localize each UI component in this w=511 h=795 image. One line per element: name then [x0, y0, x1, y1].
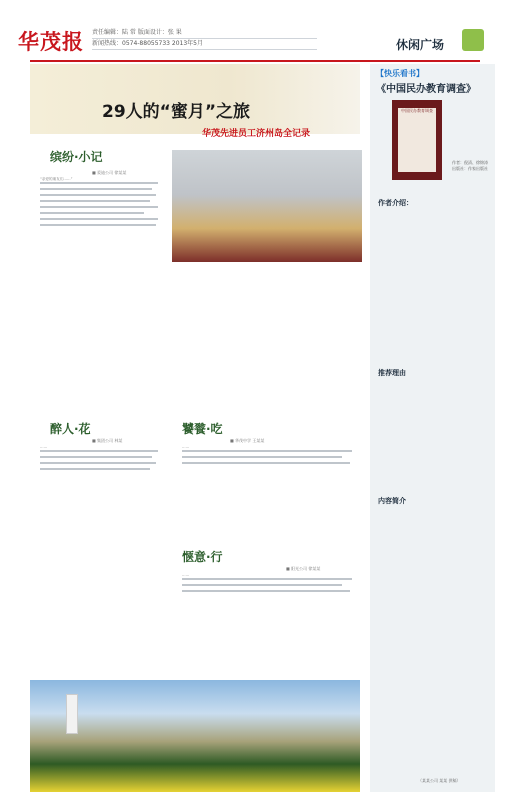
text-line	[182, 578, 352, 580]
text-line	[40, 194, 156, 196]
content-intro-head: 内容简介	[378, 497, 406, 505]
masthead-editor-line: 责任编辑：陆 常 版面设计：张 果	[92, 28, 317, 39]
hero-subtitle: 华茂先进员工济州岛全记录	[202, 129, 311, 139]
text-line	[182, 456, 342, 458]
article-body-3	[182, 444, 358, 468]
article-body-2	[40, 444, 160, 474]
text-line	[182, 584, 342, 586]
article-byline-4: ■ 阳光公司 徐某某	[286, 566, 321, 571]
article-para-2: ……	[40, 445, 48, 449]
text-line	[40, 224, 156, 226]
text-line	[40, 206, 158, 208]
text-line	[40, 462, 156, 464]
group-photo	[172, 150, 362, 262]
article-byline-3: ■ 华茂中学 王某某	[230, 438, 265, 443]
article-head-4: 惬意·行	[182, 550, 223, 564]
book-cover-title: 中国民办教育调查	[398, 108, 436, 172]
book-title: 《中国民办教育调查》	[376, 84, 476, 95]
article-para-3: ……	[182, 445, 190, 449]
text-line	[182, 450, 352, 452]
text-line	[40, 456, 152, 458]
book-meta	[452, 160, 492, 172]
text-line	[40, 468, 150, 470]
article-body-4	[182, 572, 358, 596]
text-line	[182, 590, 350, 592]
book-authors: 作者：倪清、徐锦涛	[452, 160, 488, 165]
hero-title: 29人的“蜜月”之旅	[102, 102, 251, 122]
newspaper-logo: 华茂报	[18, 29, 84, 54]
text-line	[40, 182, 158, 184]
masthead-hotline-line: 新闻热线：0574-88055733 2013年5月	[92, 39, 317, 50]
article-para-4: ……	[182, 573, 190, 577]
author-intro-head: 作者介绍：	[378, 199, 413, 207]
text-line	[40, 212, 144, 214]
sidebar-footer: （某某公司 某某 供稿）	[418, 778, 461, 783]
article-body-1	[40, 176, 160, 230]
article-head-1: 缤纷·小记	[50, 150, 103, 164]
masthead-rule	[30, 60, 480, 62]
text-line	[40, 200, 150, 202]
sidebar-tag: 【快乐看书】	[376, 69, 424, 78]
article-byline-2: ■ 集团公司 林某	[92, 438, 123, 443]
book-publisher: 出版社：作家出版社	[452, 166, 488, 171]
text-line	[40, 450, 158, 452]
text-line	[182, 462, 350, 464]
seaside-photo	[30, 680, 360, 792]
section-title: 休闲广场	[396, 38, 445, 52]
masthead-info	[92, 28, 317, 50]
article-head-3: 饕餮·吃	[182, 422, 223, 436]
article-para-1: “亲爱的朋友们……”	[40, 177, 73, 181]
article-byline-1: ■ 爱迪公司 徐某某	[92, 170, 127, 175]
text-line	[40, 218, 158, 220]
article-head-2: 醉人·花	[50, 422, 91, 436]
lighthouse-icon	[66, 694, 78, 734]
text-line	[40, 188, 152, 190]
leaf-icon	[462, 29, 484, 51]
recommend-head: 推荐理由	[378, 369, 406, 377]
